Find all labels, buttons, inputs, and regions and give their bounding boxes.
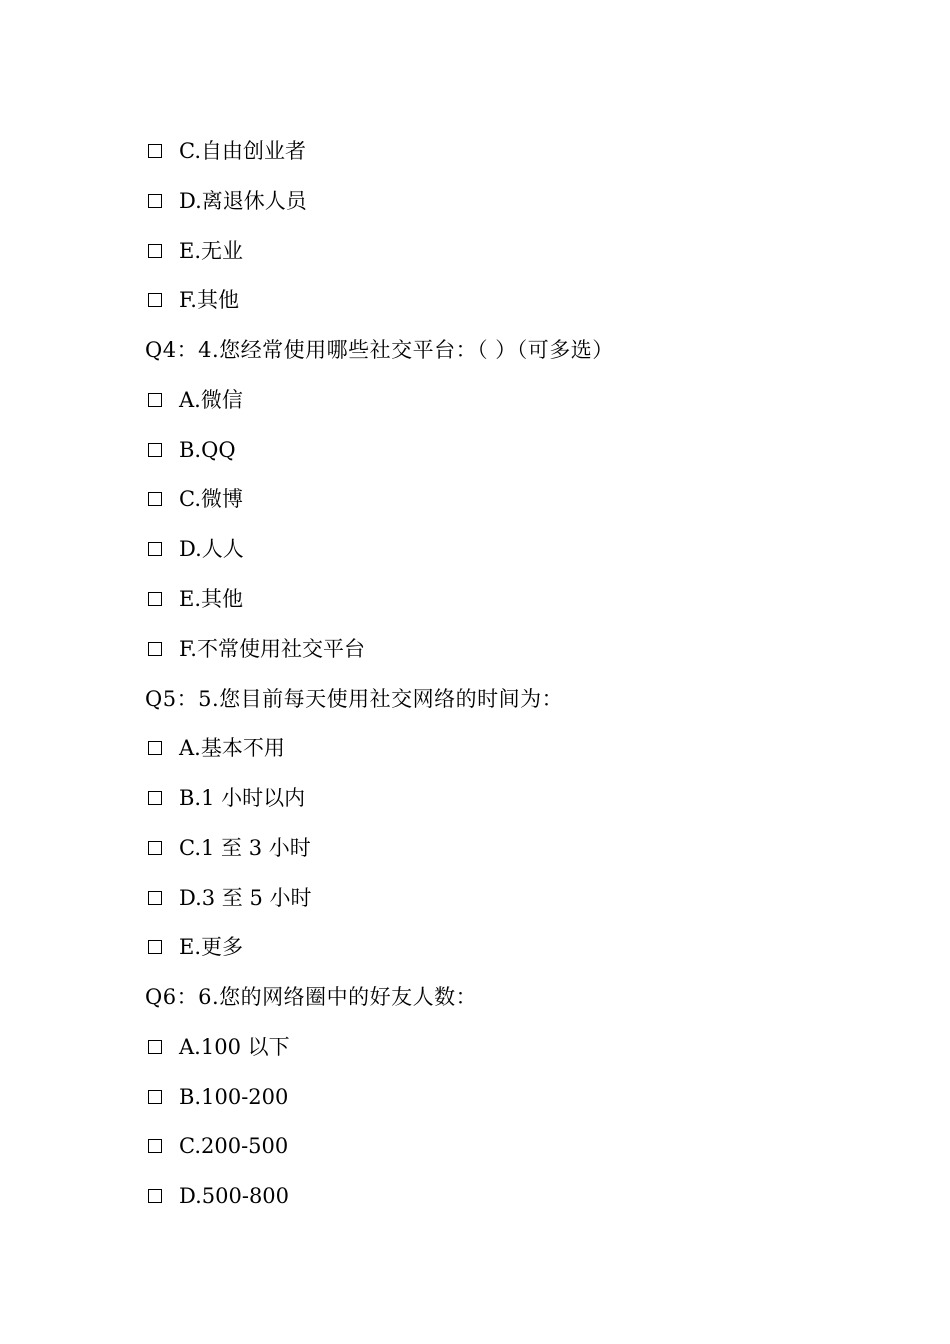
question-heading [145, 335, 614, 365]
option-row [145, 932, 243, 962]
option-label: E.其他 [179, 587, 244, 611]
checkbox-icon[interactable] [148, 1139, 162, 1153]
option-label: C.微博 [179, 487, 243, 511]
checkbox-icon[interactable] [148, 443, 162, 457]
checkbox-icon[interactable] [148, 592, 162, 606]
question-heading [145, 982, 477, 1012]
checkbox-icon[interactable] [148, 492, 162, 506]
option-label: A.100 以下 [179, 1035, 290, 1059]
checkbox-icon[interactable] [148, 1189, 162, 1203]
checkbox-icon[interactable] [148, 1090, 162, 1104]
checkbox-icon[interactable] [148, 642, 162, 656]
checkbox-icon[interactable] [148, 1040, 162, 1054]
option-label: F.不常使用社交平台 [179, 637, 365, 661]
checkbox-icon[interactable] [148, 940, 162, 954]
option-row [145, 236, 243, 266]
checkbox-icon[interactable] [148, 144, 162, 158]
question-text: Q5：5.您目前每天使用社交网络的时间为： [145, 687, 564, 711]
option-label: C.自由创业者 [179, 139, 306, 163]
checkbox-icon[interactable] [148, 293, 162, 307]
option-label: D.人人 [179, 537, 244, 561]
checkbox-icon[interactable] [148, 194, 162, 208]
option-row [145, 634, 365, 664]
option-label: B.1 小时以内 [179, 786, 306, 810]
option-label: E.无业 [179, 239, 244, 263]
checkbox-icon[interactable] [148, 841, 162, 855]
question-text: Q6：6.您的网络圈中的好友人数： [145, 985, 478, 1009]
option-label: B.100-200 [179, 1085, 289, 1109]
checkbox-icon[interactable] [148, 891, 162, 905]
option-label: C.1 至 3 小时 [179, 836, 311, 860]
option-row [145, 186, 307, 216]
question-text: Q4：4.您经常使用哪些社交平台：（ ）（可多选） [145, 338, 614, 362]
option-row [145, 285, 239, 315]
option-row [145, 1131, 288, 1161]
option-row [145, 883, 312, 913]
option-row [145, 584, 243, 614]
option-label: D.3 至 5 小时 [179, 886, 312, 910]
option-row [145, 136, 306, 166]
option-row [145, 733, 285, 763]
option-row [145, 1082, 288, 1112]
option-label: C.200-500 [179, 1134, 289, 1158]
checkbox-icon[interactable] [148, 244, 162, 258]
checkbox-icon[interactable] [148, 791, 162, 805]
option-label: E.更多 [179, 935, 244, 959]
option-label: A.基本不用 [179, 736, 285, 760]
checkbox-icon[interactable] [148, 542, 162, 556]
option-label: F.其他 [179, 288, 239, 312]
checkbox-icon[interactable] [148, 393, 162, 407]
option-row [145, 783, 305, 813]
checkbox-icon[interactable] [148, 741, 162, 755]
option-row [145, 385, 243, 415]
option-label: A.微信 [179, 388, 243, 412]
option-label: B.QQ [179, 438, 236, 462]
option-row [145, 435, 236, 465]
option-row [145, 484, 243, 514]
option-row [145, 534, 244, 564]
option-label: D.500-800 [179, 1184, 290, 1208]
option-row [145, 833, 311, 863]
option-row [145, 1032, 290, 1062]
option-label: D.离退休人员 [179, 189, 307, 213]
question-heading [145, 684, 563, 714]
option-row [145, 1181, 289, 1211]
